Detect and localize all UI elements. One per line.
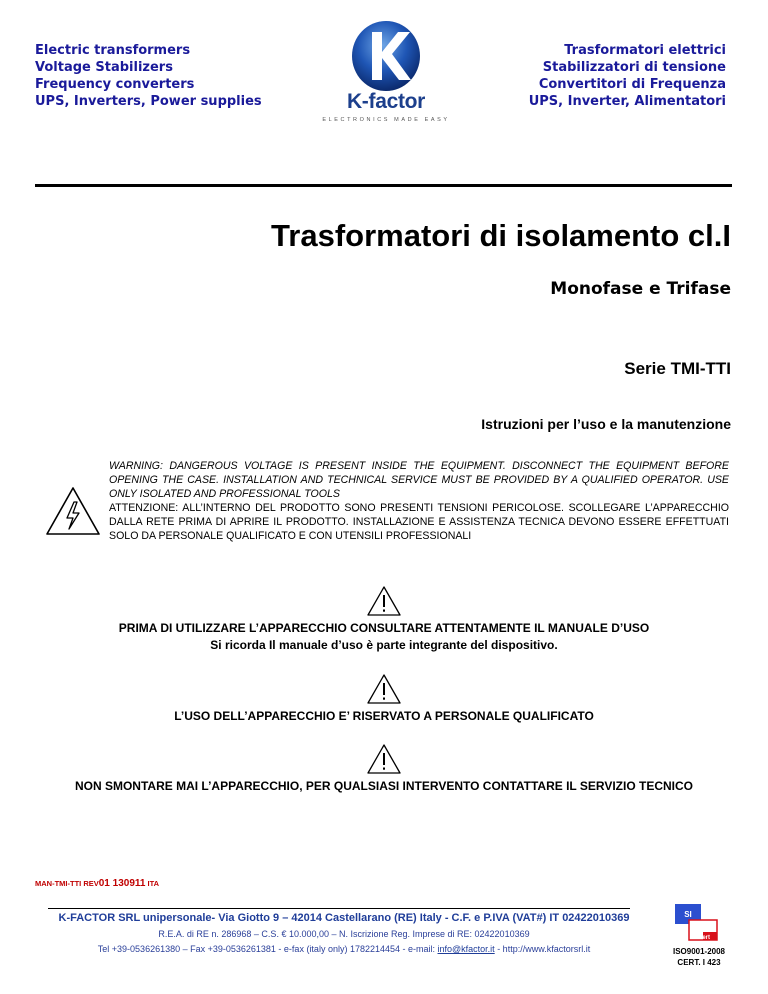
notice-read-manual: PRIMA DI UTILIZZARE L’APPARECCHIO CONSULTARE ATTENTAMENTE IL MANUALE D’USO bbox=[118, 621, 650, 635]
cert-logo-bottom: Cert bbox=[697, 935, 711, 941]
footer-phone: Tel +39-0536261380 – Fax +39-0536261381 - e-fax (italy only) 1782214454 - e-mail: bbox=[97, 944, 438, 954]
cert-standard: ISO9001-2008 bbox=[672, 947, 726, 956]
footer-divider bbox=[48, 908, 630, 909]
warning-italian: ATTENZIONE: ALL’INTERNO DEL PRODOTTO SONO PRESENTI TENSIONI PERICOLOSE. SCOLLEGARE L’APPARECCHIO DALLA RETE PRIMA DI APRIRE IL PRODOTTO. INSTALLAZIONE E ASSISTENZA TECNICA DEVONO ESSERE EFFETTUATI SOLO DA PERSONALE QUALIFICATO E CON UTENSILI PROFESSIONALI bbox=[109, 502, 729, 542]
notice-qualified-personnel: L’USO DELL’APPARECCHIO E’ RISERVATO A PERSONALE QUALIFICATO bbox=[174, 709, 594, 723]
docref-prefix: MAN-TMI-TTI REV bbox=[35, 879, 99, 888]
manual-type-label: Istruzioni per l’uso e la manutenzione bbox=[481, 416, 731, 432]
header-right-line: Trasformatori elettrici bbox=[564, 43, 726, 58]
series-label: Serie TMI-TTI bbox=[624, 359, 731, 378]
header-left-line: UPS, Inverters, Power supplies bbox=[35, 94, 262, 109]
warning-english: WARNING: DANGEROUS VOLTAGE IS PRESENT INSIDE THE EQUIPMENT. DISCONNECT THE EQUIPMENT BEFORE OPENING THE CASE. INSTALLATION AND TECHNICAL SERVICE MUST BE PROVIDED BY A QUALIFIED OPERATOR. USE ONLY ISOLATED AND PROFESSIONAL TOOLS bbox=[109, 460, 729, 500]
footer-company: K-FACTOR SRL unipersonale- Via Giotto 9 – 42014 Castellarano (RE) Italy - C.F. e P.IVA (VAT#) IT 02422010369 bbox=[58, 912, 630, 924]
page-subtitle: Monofase e Trifase bbox=[550, 279, 731, 299]
notice-do-not-disassemble: NON SMONTARE MAI L’APPARECCHIO, PER QUALSIASI INTERVENTO CONTATTARE IL SERVIZIO TECNICO bbox=[74, 779, 694, 793]
notice-manual-integral: Si ricorda Il manuale d’uso è parte integrante del dispositivo. bbox=[210, 638, 558, 652]
header-left-line: Voltage Stabilizers bbox=[35, 60, 173, 75]
footer-registration: R.E.A. di RE n. 286968 – C.S. € 10.000,00 – N. Iscrizione Reg. Imprese di RE: 02422010369 bbox=[158, 929, 530, 939]
safety-warning-text bbox=[109, 459, 729, 543]
docref-suffix: ITA bbox=[145, 879, 160, 888]
kfactor-sphere-icon bbox=[316, 20, 456, 92]
header-divider bbox=[35, 184, 732, 187]
sicert-logo-icon bbox=[673, 902, 719, 942]
kfactor-logo bbox=[316, 20, 456, 132]
caution-triangle-icon bbox=[366, 743, 402, 775]
caution-triangle-icon bbox=[366, 585, 402, 617]
header-right-line: Stabilizzatori di tensione bbox=[542, 60, 726, 75]
logo-tagline: ELECTRONICS MADE EASY bbox=[322, 117, 450, 123]
cert-logo-top: SI bbox=[684, 910, 692, 919]
footer-website: - http://www.kfactorsrl.it bbox=[494, 944, 591, 954]
footer-email-link[interactable]: info@kfactor.it bbox=[437, 944, 495, 954]
cert-number: CERT. I 423 bbox=[677, 958, 721, 967]
header-left-line: Electric transformers bbox=[35, 43, 191, 58]
certification-text bbox=[654, 946, 744, 968]
header-right-line: Convertitori di Frequenza bbox=[538, 77, 726, 92]
logo-wordmark: K-factor bbox=[346, 90, 426, 113]
header-left-services bbox=[35, 42, 295, 110]
document-reference bbox=[35, 878, 159, 889]
header-right-services bbox=[466, 42, 726, 110]
header-left-line: Frequency converters bbox=[35, 77, 195, 92]
electric-shock-warning-icon bbox=[44, 485, 102, 537]
docref-number: 01 130911 bbox=[98, 878, 146, 889]
footer-contacts bbox=[0, 944, 688, 954]
header-right-line: UPS, Inverter, Alimentatori bbox=[528, 94, 726, 109]
caution-triangle-icon bbox=[366, 673, 402, 705]
page-title: Trasformatori di isolamento cl.I bbox=[271, 218, 731, 253]
